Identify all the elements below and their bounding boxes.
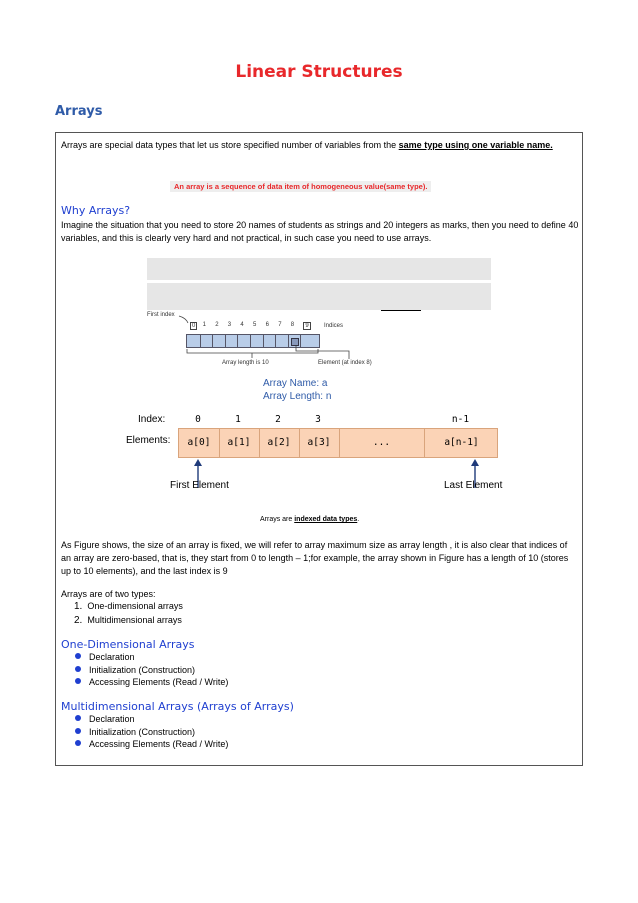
index-label: 7 [278,322,282,328]
index-values [178,414,498,428]
index-label: 5 [253,322,257,328]
list-item-text: Declaration [89,652,135,662]
list-item-text: Initialization (Construction) [89,664,196,675]
multi-dim-list [75,713,228,751]
list-item [75,738,228,751]
elements-strip [178,428,498,458]
section-heading-arrays: Arrays [55,104,103,119]
caption-emphasis: indexed data types [294,516,358,523]
elements-row-label: Elements: [126,435,171,446]
element-cell: a[n-1] [444,437,479,448]
index-value: 0 [195,414,201,425]
last-element-label: Last Element [444,480,503,491]
element-cell: a[1] [219,429,260,457]
element-label: Element (at index 8) [318,360,372,366]
index-label: 0 [192,323,196,329]
types-intro: Arrays are of two types: [61,589,156,599]
index-value: 2 [275,414,281,425]
list-item-text: One-dimensional arrays [87,601,183,611]
bullet-icon [75,678,81,684]
index-value: n-1 [451,414,470,425]
bullet-icon [75,653,81,659]
figure-caption [260,516,359,523]
array-name: Array Name: a [263,378,328,389]
list-item: 1. One-dimensional arrays [74,601,183,612]
gray-placeholder-bar [147,258,491,280]
index-label: 2 [215,322,219,328]
index-label: 9 [305,323,309,329]
index-label: 4 [240,322,244,328]
index-value: 1 [235,414,241,425]
index-value: 3 [315,414,321,425]
list-item-text: Multidimensional arrays [87,614,182,625]
list-item-text: Accessing Elements (Read / Write) [89,677,229,687]
index-label: 1 [202,322,206,328]
caption-suffix: . [357,516,360,523]
element-cell: a[3] [299,429,340,457]
index-label: 6 [265,322,269,328]
element-cell: a[2] [259,429,300,457]
why-arrays-heading: Why Arrays? [61,204,131,217]
bullet-icon [75,740,81,746]
list-item-text: Declaration [89,714,135,724]
list-item [75,676,228,689]
index-label: 8 [290,322,295,328]
list-item-text: Initialization (Construction) [89,726,196,737]
caption-prefix: Arrays are [260,516,295,523]
types-list [74,600,183,627]
multi-dim-heading: Multidimensional Arrays (Arrays of Arrays) [61,700,294,713]
list-item-text: Accessing Elements (Read / Write) [89,739,229,749]
definition-note: An array is a sequence of data item of homogeneous value(same type). [170,181,431,192]
list-item [75,713,228,726]
why-arrays-text: Imagine the situation that you need to store 20 names of students as strings and 20 integers as marks, then you need to define 40 variables, and this is clearly very hard and not practical, in such case you need to use arrays. [61,220,579,243]
list-item [75,726,228,739]
array-length-label: Array length is 10 [222,360,269,366]
array-diagram-small [146,311,396,371]
index-row-label: Index: [138,414,166,425]
element-arrows [150,458,530,498]
element-cell: ... [339,429,425,457]
element-cell: a[0] [179,429,220,457]
index-label: 3 [227,322,232,328]
bullet-icon [75,666,81,672]
one-dim-heading: One-Dimensional Arrays [61,638,195,651]
intro-text: Arrays are special data types that let us store specified number of variables from the [61,140,399,150]
definition-note-wrap [170,176,431,194]
intro-paragraph [61,139,571,152]
list-item: 2. Multidimensional arrays [74,614,182,626]
one-dim-list [75,651,228,689]
indices-label: Indices [324,323,344,329]
intro-emphasis: same type using one variable name. [398,140,553,150]
list-item [75,651,228,664]
page-title: Linear Structures [235,62,403,82]
first-index-label: First index [147,312,175,318]
array-name-label [263,377,331,403]
bullet-icon [75,715,81,721]
array-length: Array Length: n [263,391,332,402]
figure-explanation: As Figure shows, the size of an array is fixed, we will refer to array maximum size as array length , it is also clear that indices of an array are zero-based, that is, they start from 0 to length – 1;for example, the array shown in Figure has a length of 10 (stores up to 10 elements), and the last index is 9 [61,540,569,576]
first-element-label: First Element [170,480,229,491]
gray-placeholder-bar [147,283,491,310]
list-item [75,664,228,677]
bullet-icon [75,728,81,734]
